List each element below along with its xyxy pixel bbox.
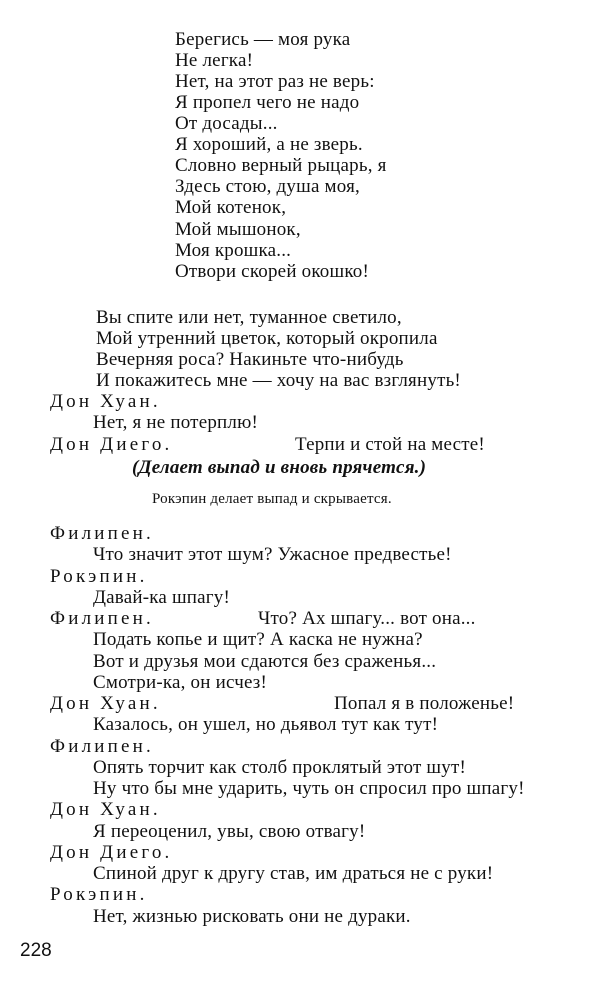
verse-line: Берегись — моя рука bbox=[175, 29, 351, 50]
verse-line: Словно верный рыцарь, я bbox=[175, 155, 387, 176]
verse-line: Вечерняя роса? Накиньте что-нибудь bbox=[96, 349, 404, 370]
verse-line: Не легка! bbox=[175, 50, 254, 71]
verse-line: Мой котенок, bbox=[175, 197, 287, 218]
dialogue-line: Попал я в положенье! bbox=[334, 693, 515, 714]
verse-line: Моя крошка... bbox=[175, 240, 292, 261]
speaker-name: Филипен. bbox=[50, 608, 154, 629]
stage-note: Рокэпин делает выпад и скрывается. bbox=[152, 491, 392, 507]
dialogue-line: Давай-ка шпагу! bbox=[93, 587, 231, 608]
dialogue-line: Подать копье и щит? А каска не нужна? bbox=[93, 629, 423, 650]
verse-line: И покажитесь мне — хочу на вас взглянуть! bbox=[96, 370, 461, 391]
verse-line: От досады... bbox=[175, 113, 278, 134]
dialogue-line: Опять торчит как столб проклятый этот шут! bbox=[93, 757, 466, 778]
speaker-name: Рокэпин. bbox=[50, 566, 148, 587]
verse-line: Здесь стою, душа моя, bbox=[175, 176, 360, 197]
speaker-name: Филипен. bbox=[50, 736, 154, 757]
verse-line: Я пропел чего не надо bbox=[175, 92, 360, 113]
verse-line: Нет, на этот раз не верь: bbox=[175, 71, 375, 92]
speaker-name: Филипен. bbox=[50, 523, 154, 544]
verse-line: Вы спите или нет, туманное светило, bbox=[96, 307, 402, 328]
dialogue-line: Вот и друзья мои сдаются без сраженья... bbox=[93, 651, 437, 672]
verse-line: Я хороший, а не зверь. bbox=[175, 134, 363, 155]
dialogue-line: Смотри-ка, он исчез! bbox=[93, 672, 268, 693]
dialogue-line: Я переоценил, увы, свою отвагу! bbox=[93, 821, 366, 842]
verse-line: Мой мышонок, bbox=[175, 219, 301, 240]
stage-direction: (Делает выпад и вновь прячется.) bbox=[132, 457, 427, 478]
speaker-name: Дон Диего. bbox=[50, 842, 173, 863]
dialogue-line: Что значит этот шум? Ужасное предвестье! bbox=[93, 544, 452, 565]
dialogue-line: Нет, жизнью рисковать они не дураки. bbox=[93, 906, 411, 927]
speaker-name: Рокэпин. bbox=[50, 884, 148, 905]
speaker-name: Дон Диего. bbox=[50, 434, 173, 455]
dialogue-line: Нет, я не потерплю! bbox=[93, 412, 258, 433]
dialogue-line: Что? Ах шпагу... вот она... bbox=[258, 608, 476, 629]
dialogue-line: Терпи и стой на месте! bbox=[295, 434, 485, 455]
dialogue-line: Казалось, он ушел, но дьявол тут как тут! bbox=[93, 714, 439, 735]
speaker-name: Дон Хуан. bbox=[50, 799, 161, 820]
speaker-name: Дон Хуан. bbox=[50, 693, 161, 714]
dialogue-line: Спиной друг к другу став, им драться не с руки! bbox=[93, 863, 494, 884]
page-number: 228 bbox=[20, 940, 52, 961]
verse-line: Отвори скорей окошко! bbox=[175, 261, 370, 282]
dialogue-line: Ну что бы мне ударить, чуть он спросил про шпагу! bbox=[93, 778, 525, 799]
verse-line: Мой утренний цветок, который окропила bbox=[96, 328, 438, 349]
speaker-name: Дон Хуан. bbox=[50, 391, 161, 412]
